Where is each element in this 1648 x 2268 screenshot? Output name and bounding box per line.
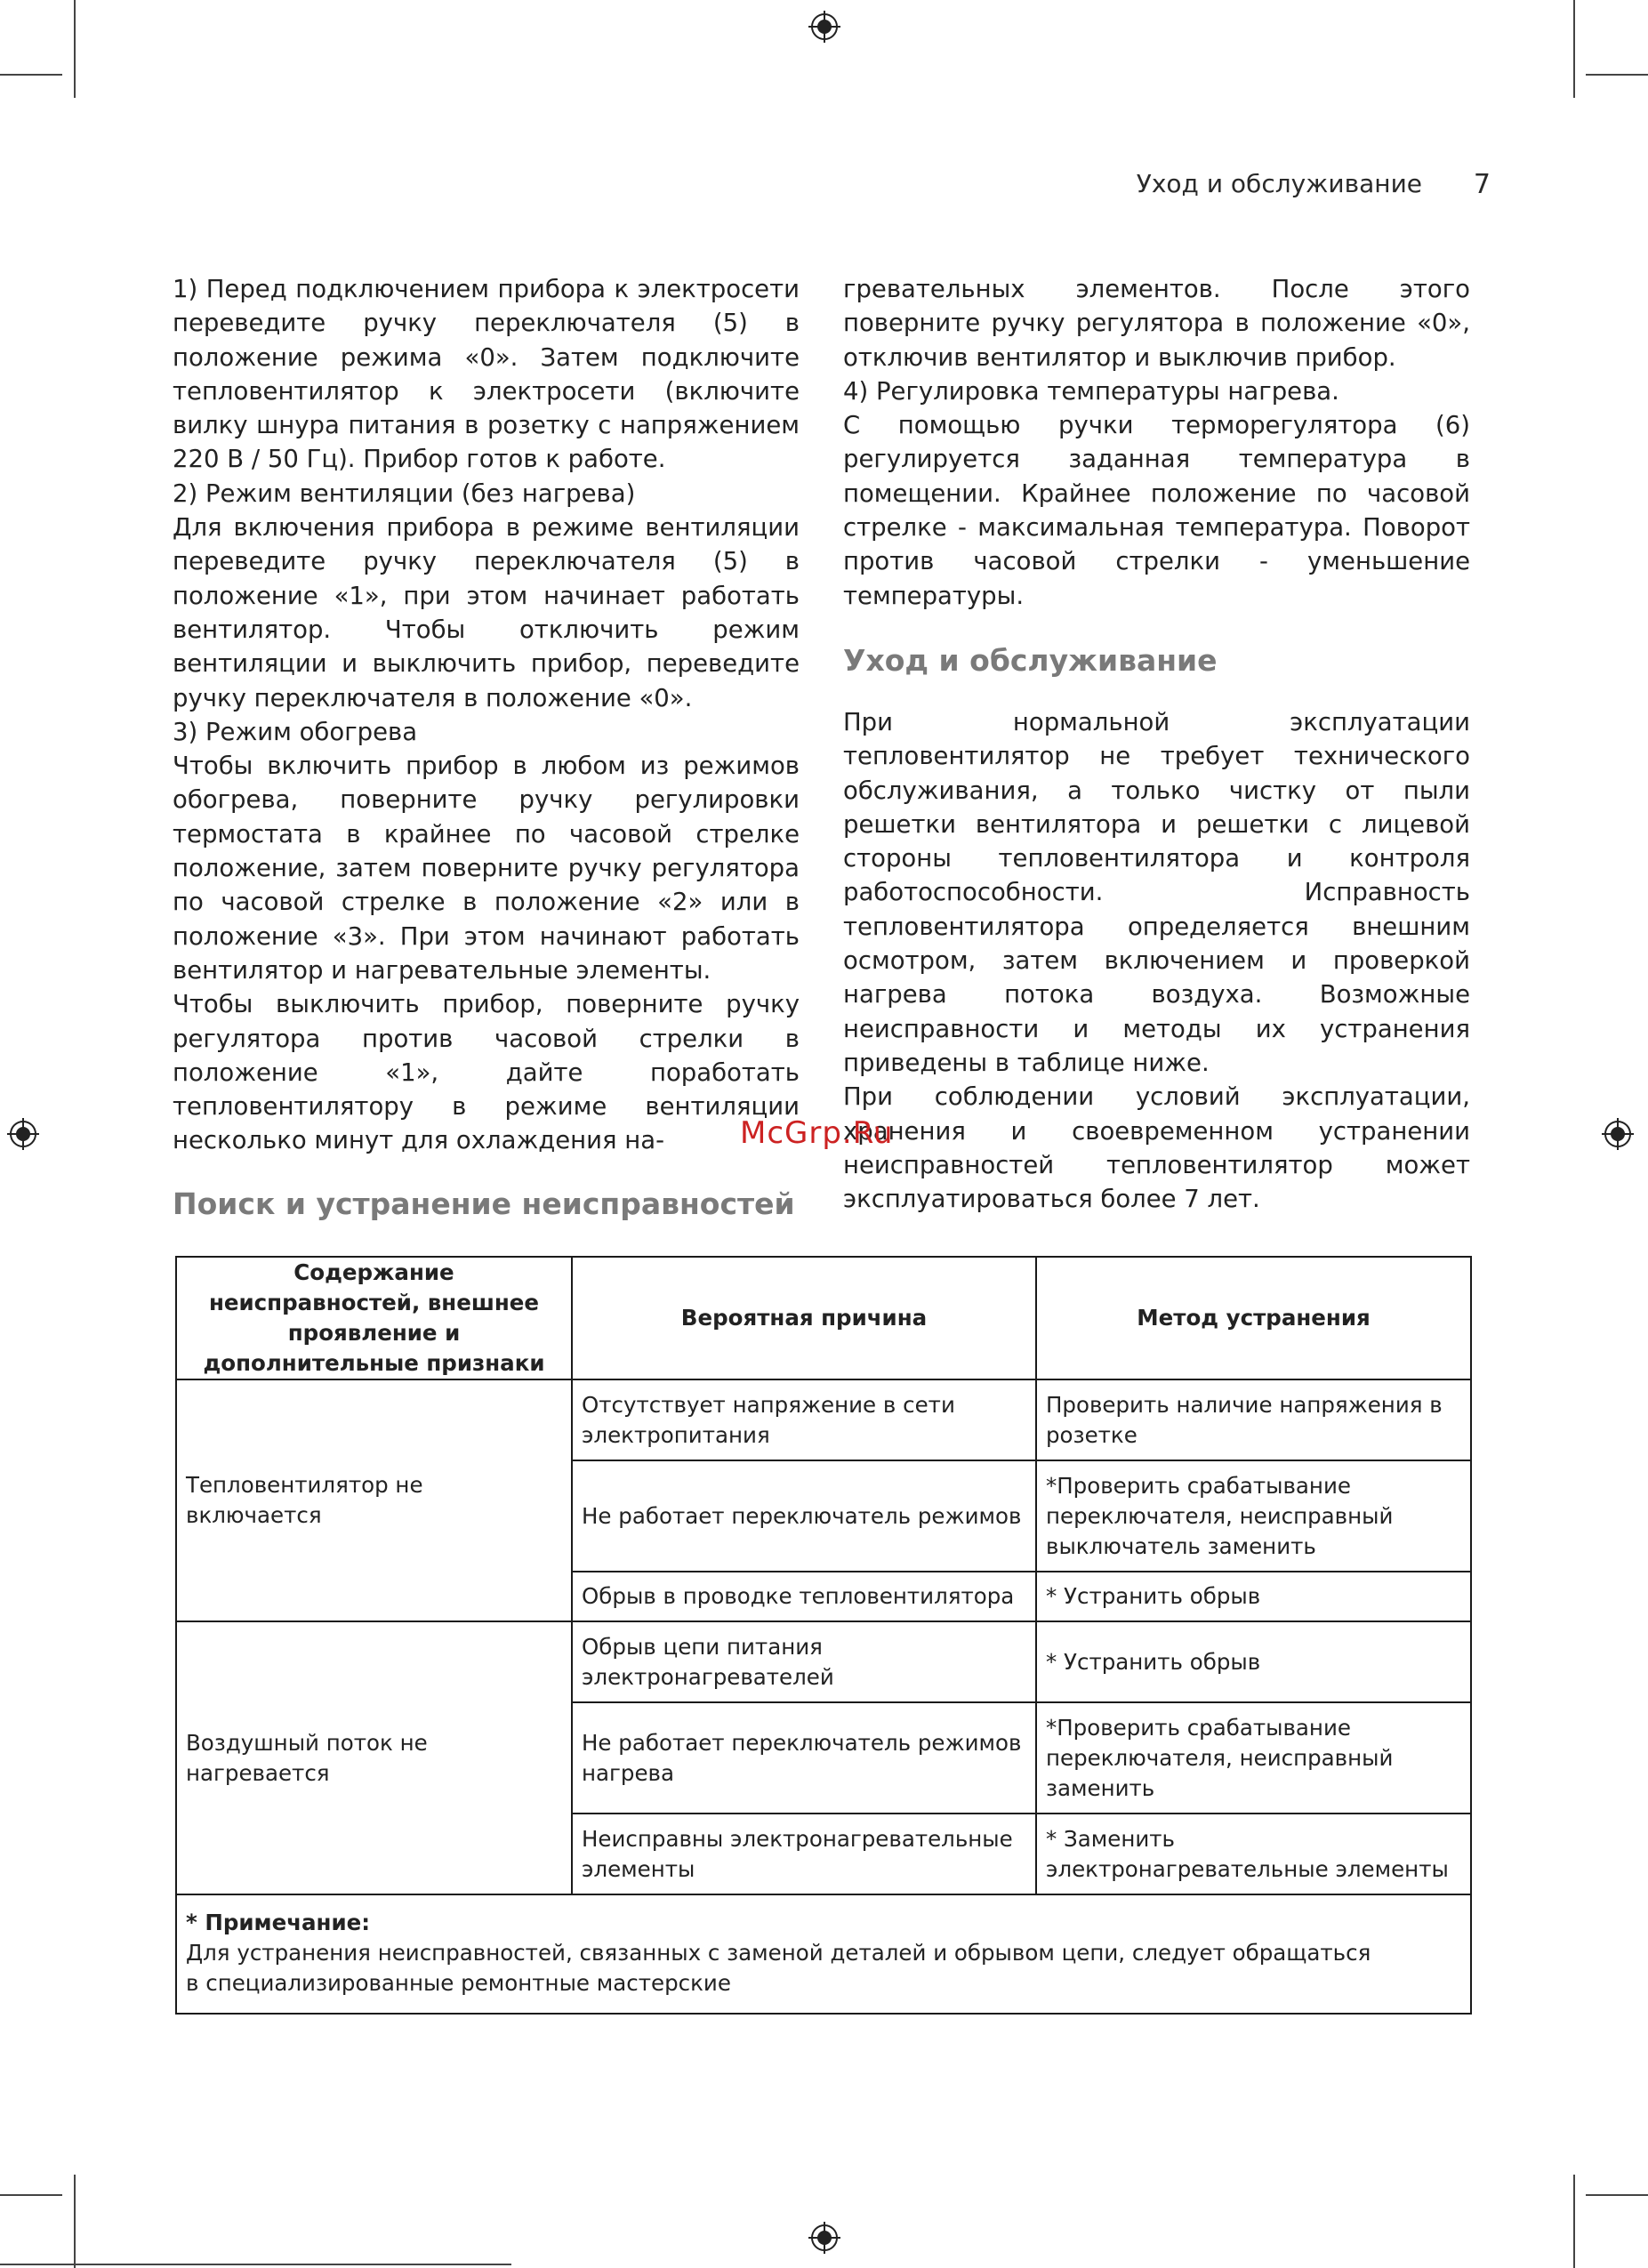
cause-cell: Неисправны электронагревательные элементы — [572, 1814, 1036, 1894]
watermark: McGrp.Ru — [740, 1115, 894, 1151]
fix-cell: Проверить наличие напряжения в розетке — [1036, 1379, 1471, 1460]
paragraph: 1) Перед подключением прибора к электросети переведите ручку переключателя (5) в положение режима «0». Затем подключите тепловентилятор к электросети (включите вилку шнура питания в розетку с напряжением 220 В / 50 Гц). Прибор готов к работе. — [173, 275, 800, 474]
cause-cell: Не работает переключатель режимов — [572, 1460, 1036, 1572]
table-note-row — [176, 1894, 1471, 2014]
crop-mark — [74, 0, 76, 98]
column-header: Метод устранения — [1036, 1257, 1471, 1379]
paragraph: гревательных элементов. После этого поверните ручку регулятора в положение «0», отключив вентилятор и выключив прибор. — [843, 275, 1470, 372]
registration-mark-icon — [808, 11, 840, 43]
table-row — [176, 1621, 1471, 1702]
note-text: Для устранения неисправностей, связанных с заменой деталей и обрывом цепи, следует обращаться — [186, 1940, 1371, 1966]
crop-mark — [1573, 2175, 1575, 2268]
cause-cell: Обрыв цепи питания электронагревателей — [572, 1621, 1036, 1702]
symptom-cell: Тепловентилятор не включается — [176, 1379, 572, 1621]
fix-cell: *Проверить срабатывание переключателя, неисправный выключатель заменить — [1036, 1460, 1471, 1572]
crop-mark — [1586, 2194, 1648, 2196]
paragraph: 4) Регулировка температуры нагрева. — [843, 376, 1339, 406]
column-header: Содержание неисправностей, внешнее проявление и дополнительные признаки — [176, 1257, 572, 1379]
registration-mark-icon — [808, 2222, 840, 2254]
crop-mark — [1586, 74, 1648, 76]
column-header: Вероятная причина — [572, 1257, 1036, 1379]
fix-cell: * Заменить электронагревательные элементы — [1036, 1814, 1471, 1894]
paragraph: При соблюдении условий эксплуатации, хранения и своевременном устранении неисправностей тепловентилятор может эксплуатироваться более 7 лет. — [843, 1082, 1470, 1214]
paragraph: При нормальной эксплуатации тепловентилятор не требует технического обслуживания, а только чистку от пыли решетки вентилятора и решетки с лицевой стороны тепловентилятора и контроля работоспособности. Исправность тепловентилятора определяется внешним осмотром, затем включением и проверкой нагрева потока воздуха. Возможные неисправности и методы их устранения приведены в таблице ниже. — [843, 707, 1470, 1077]
crop-mark — [74, 2175, 76, 2268]
right-column — [843, 272, 1470, 1216]
page-number: 7 — [1473, 169, 1491, 200]
paragraph: Чтобы выключить прибор, поверните ручку регулятора против часовой стрелки в положение «1», дайте поработать тепловентилятору в режиме вентиляции несколько минут для охлаждения на- — [173, 990, 800, 1155]
symptom-cell: Воздушный поток не нагревается — [176, 1621, 572, 1894]
note-text: в специализированные ремонтные мастерские — [186, 1970, 731, 1996]
crop-mark — [0, 2264, 511, 2265]
crop-mark — [0, 74, 62, 76]
cause-cell: Отсутствует напряжение в сети электропитания — [572, 1379, 1036, 1460]
fix-cell: * Устранить обрыв — [1036, 1572, 1471, 1621]
registration-mark-icon — [1602, 1118, 1634, 1150]
fix-cell: * Устранить обрыв — [1036, 1621, 1471, 1702]
paragraph: 3) Режим обогрева — [173, 717, 418, 746]
paragraph: Для включения прибора в режиме вентиляции переведите ручку переключателя (5) в положение «1», при этом начинает работать вентилятор. Чтобы отключить режим вентиляции и выключить прибор, переведите ручку переключателя в положение «0». — [173, 513, 800, 712]
crop-mark — [1573, 0, 1575, 98]
cause-cell: Не работает переключатель режимов нагрева — [572, 1702, 1036, 1814]
note-cell — [176, 1894, 1471, 2014]
cause-cell: Обрыв в проводке тепловентилятора — [572, 1572, 1036, 1621]
paragraph: 2) Режим вентиляции (без нагрева) — [173, 479, 636, 508]
left-column — [173, 272, 800, 1158]
note-title: * Примечание: — [186, 1910, 371, 1935]
fix-cell: *Проверить срабатывание переключателя, неисправный заменить — [1036, 1702, 1471, 1814]
registration-mark-icon — [7, 1118, 39, 1150]
table-header-row — [176, 1257, 1471, 1379]
paragraph: С помощью ручки терморегулятора (6) регулируется заданная температура в помещении. Крайнее положение по часовой стрелке - максимальная температура. Поворот против часовой стрелки - уменьшение температуры. — [843, 411, 1470, 610]
section-heading: Поиск и устранение неисправностей — [173, 1186, 795, 1221]
running-header — [0, 169, 1648, 205]
crop-mark — [0, 2194, 62, 2196]
paragraph: Чтобы включить прибор в любом из режимов обогрева, поверните ручку регулировки термостата в крайнее по часовой стрелке положение, затем поверните ручку регулятора по часовой стрелке в положение «2» или в положение «3». При этом начинают работать вентилятор и нагревательные элементы. — [173, 752, 800, 985]
section-heading: Уход и обслуживание — [843, 642, 1218, 678]
troubleshooting-table — [175, 1256, 1472, 2015]
header-section-title: Уход и обслуживание — [1136, 169, 1422, 198]
table-row — [176, 1379, 1471, 1460]
